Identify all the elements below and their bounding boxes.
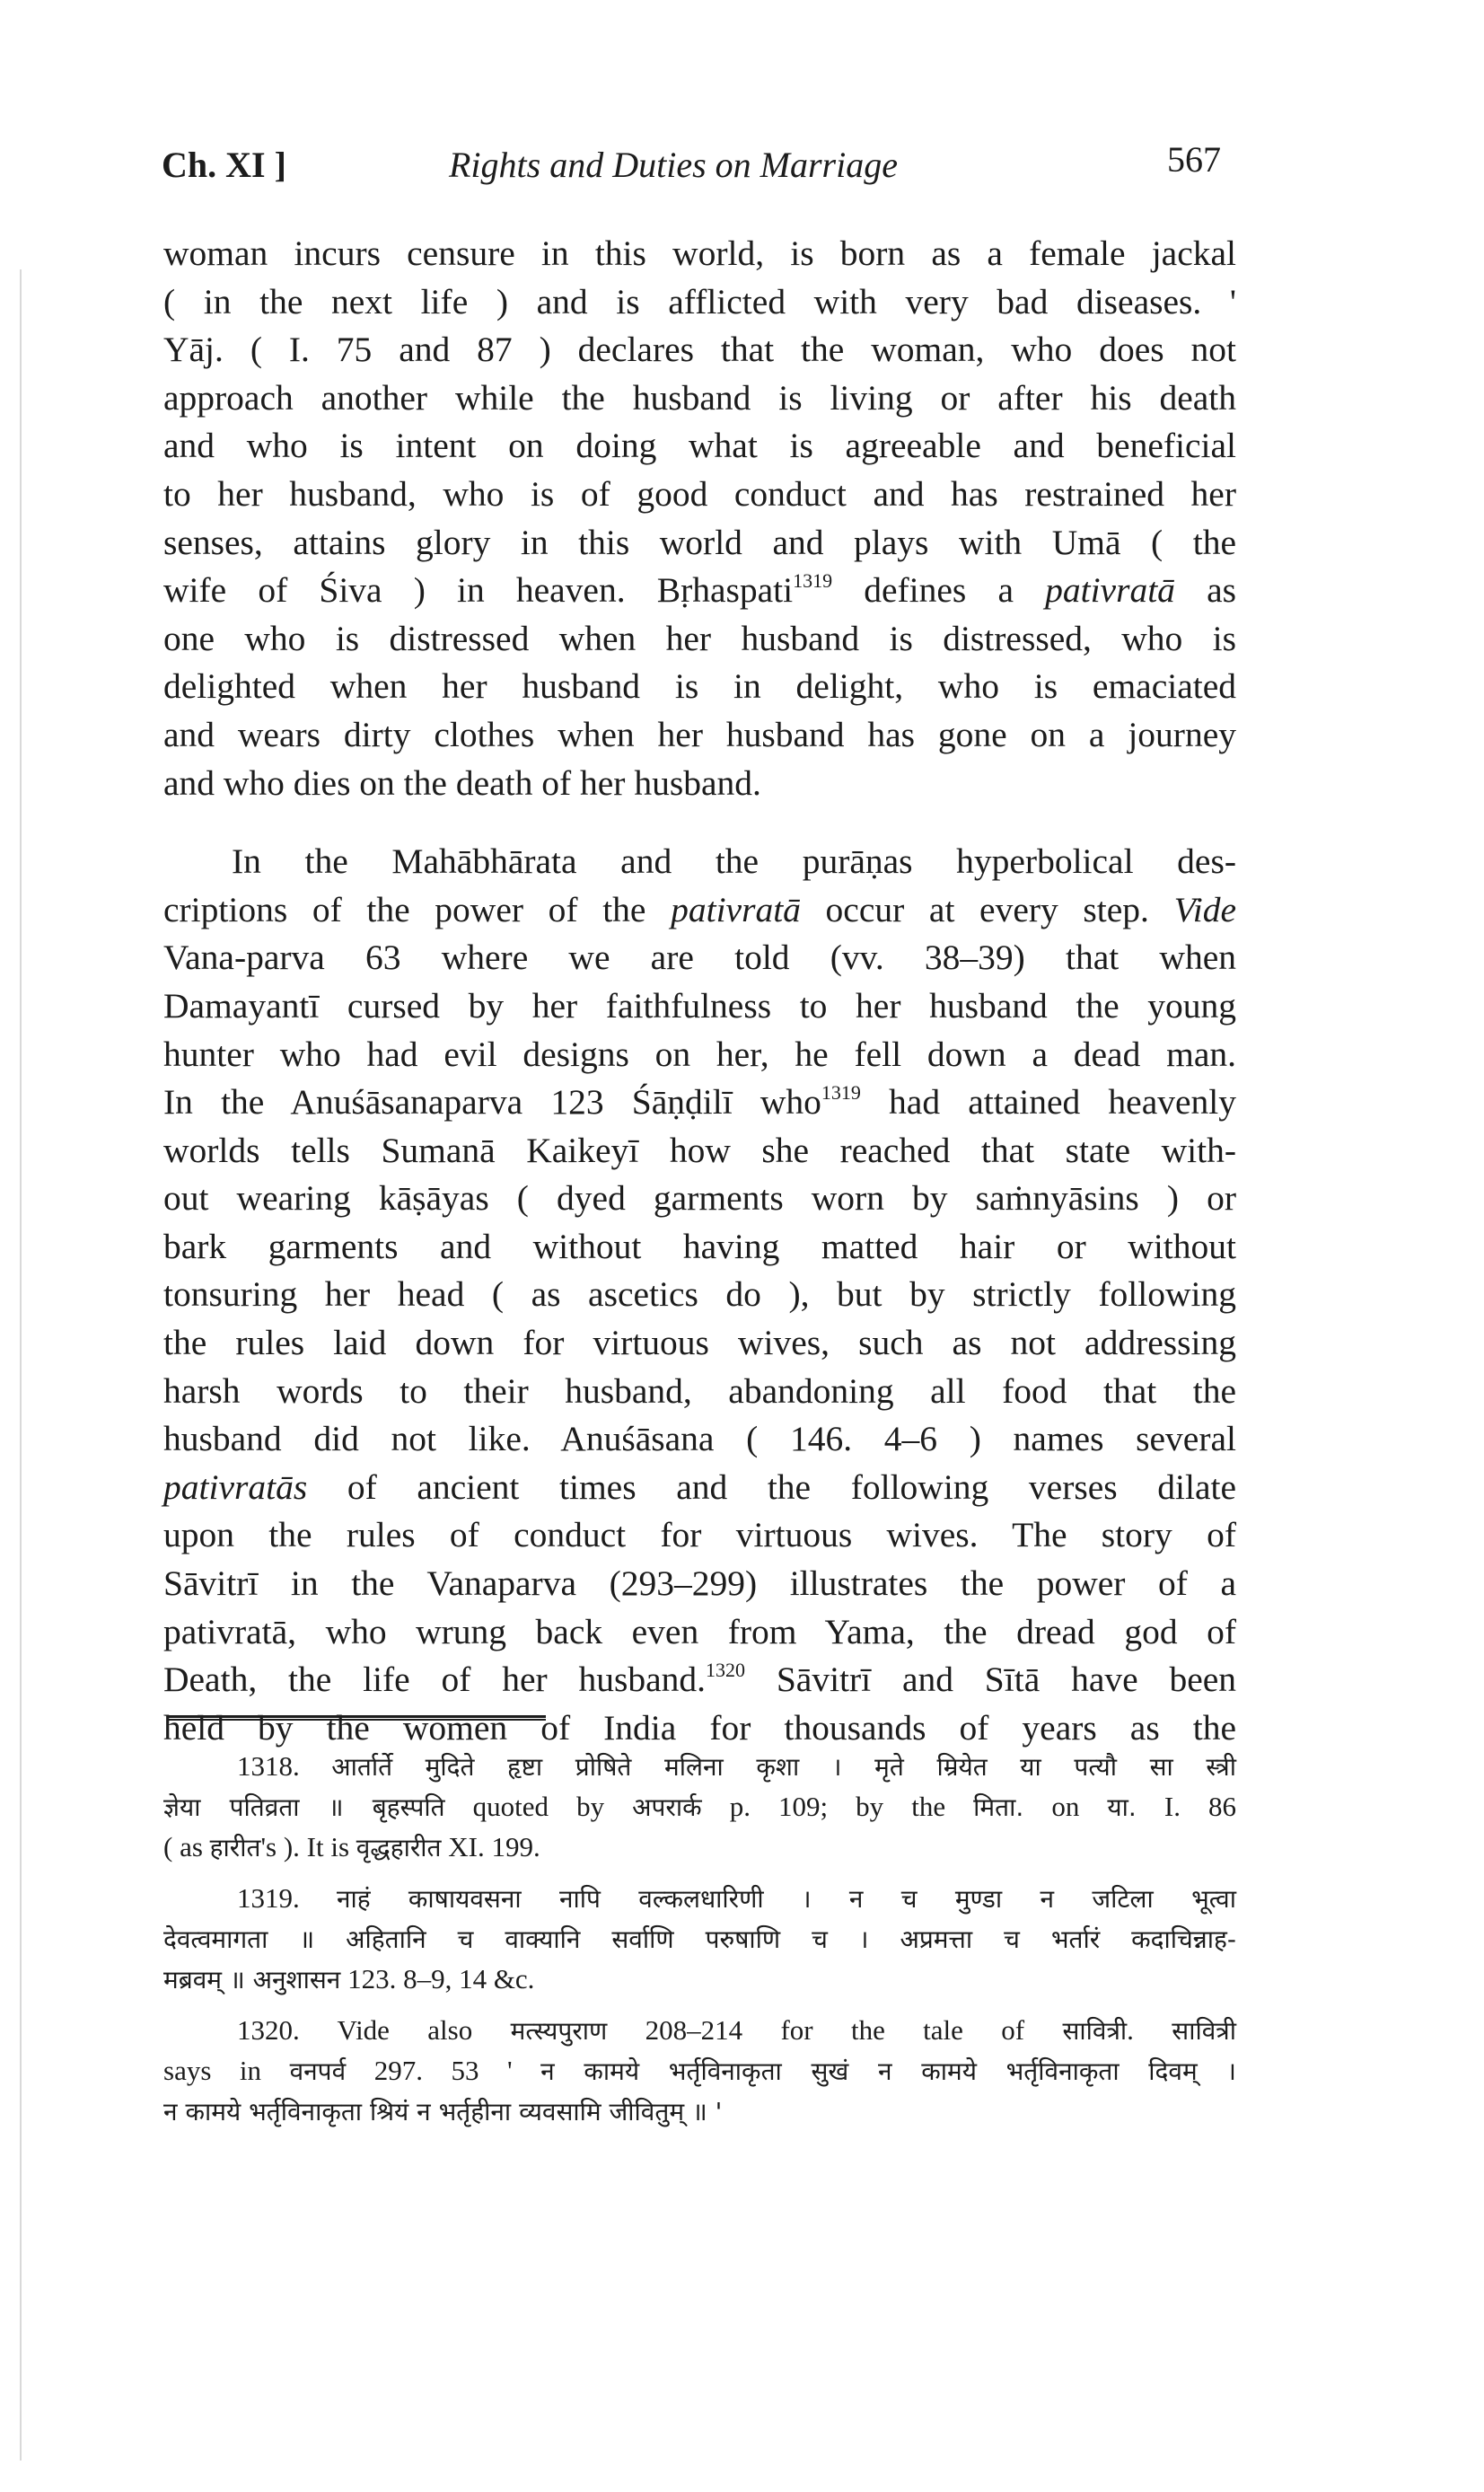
text-line: bark garments and without having matted hair or without bbox=[163, 1226, 1236, 1266]
text-line: one who is distressed when her husband is distressed, who is bbox=[163, 618, 1236, 658]
footnote-line: says in वनपर्व 297. 53 ' न कामये भर्तृविनाकृता सुखं न कामये भर्तृविनाकृता दिवम् । bbox=[163, 2055, 1237, 2086]
text-line: harsh words to their husband, abandoning all food that the bbox=[163, 1370, 1236, 1411]
footnote-ref[interactable]: 1319 bbox=[793, 569, 833, 593]
text-line: In the Anuśāsanaparva 123 Śāṇḍilī who$^{1319}$ had attained heavenly bbox=[163, 1081, 1237, 1123]
text-line: woman incurs censure in this world, is born as a female jackal bbox=[163, 233, 1236, 273]
footnote-number: 1319. bbox=[237, 1882, 300, 1914]
text-line: pativratās of ancient times and the following verses dilate bbox=[163, 1466, 1236, 1507]
text-line: Vana-parva 63 where we are told (vv. 38–39) that when bbox=[163, 938, 1236, 978]
footnote-line: ज्ञेया पतिव्रता ॥ बृहस्पति quoted by अपरार्क p. 109; by the मिता. on या. I. 86 bbox=[163, 1791, 1236, 1822]
footnote-gap bbox=[163, 1867, 1236, 1878]
running-title: Rights and Duties on Marriage bbox=[449, 145, 898, 185]
text-line: and who dies on the death of her husband. bbox=[163, 762, 761, 803]
main-text bbox=[163, 230, 1236, 1752]
text-line: hunter who had evil designs on her, he fell down a dead man. bbox=[163, 1034, 1236, 1074]
text-line: held by the women of India for thousands of years as the bbox=[163, 1707, 1236, 1748]
footnote-rule bbox=[169, 1715, 546, 1721]
paragraph-gap bbox=[163, 807, 1236, 838]
scan-edge-shadow bbox=[20, 269, 22, 2461]
text-line: Sāvitrī in the Vanaparva (293–299) illustrates the power of a bbox=[163, 1563, 1236, 1604]
text-line: upon the rules of conduct for virtuous wives. The story of bbox=[163, 1515, 1236, 1555]
footnote-line: ( as हारीत's ). It is वृद्धहारीत XI. 199. bbox=[163, 1831, 540, 1862]
text-line: senses, attains glory in this world and plays with Umā ( the bbox=[163, 522, 1236, 562]
chapter-label: Ch. XI ] bbox=[162, 145, 286, 185]
footnote-ref[interactable]: 1319 bbox=[821, 1081, 861, 1105]
text-line: ( in the next life ) and is afflicted with very bad diseases. ' bbox=[163, 281, 1236, 321]
text-line: pativratā, who wrung back even from Yama, the dread god of bbox=[163, 1611, 1236, 1651]
text-line: tonsuring her head ( as ascetics do ), but by strictly following bbox=[163, 1274, 1236, 1315]
text-line: husband did not like. Anuśāsana ( 146. 4–6 ) names several bbox=[163, 1419, 1236, 1459]
text-line: criptions of the power of the pativratā occur at every step. Vide bbox=[163, 889, 1237, 929]
footnote-ref[interactable]: 1320 bbox=[706, 1659, 746, 1682]
text-line: the rules laid down for virtuous wives, such as not addressing bbox=[163, 1323, 1236, 1363]
text-line: to her husband, who is of good conduct and has restrained her bbox=[163, 473, 1236, 514]
page-header bbox=[162, 139, 1239, 198]
footnote-line: मब्रवम् ॥ अनुशासन 123. 8–9, 14 &c. bbox=[163, 1963, 535, 1994]
footnotes bbox=[163, 1746, 1236, 2131]
footnote-line: 1318. आर्तार्ते मुदिते हृष्टा प्रोषिते मलिना कृशा । मृते म्रियेत या पत्यौ सा स्त्री bbox=[237, 1750, 1237, 1782]
footnote-line: 1320. Vide also मत्स्यपुराण 208–214 for the tale of सावित्री. सावित्री bbox=[237, 2014, 1236, 2046]
footnote-line: 1319. नाहं काषायवसना नापि वल्कलधारिणी । न च मुण्डा न जटिला भूत्वा bbox=[237, 1882, 1236, 1914]
text-line: and wears dirty clothes when her husband has gone on a journey bbox=[163, 714, 1236, 754]
footnote-line: न कामये भर्तृविनाकृता श्रियं न भर्तृहीना व्यवसामि जीवितुम् ॥ ' bbox=[163, 2097, 723, 2127]
text-line: In the Mahābhārata and the purāṇas hyperbolical des- bbox=[232, 841, 1236, 882]
page-number: 567 bbox=[1167, 139, 1221, 180]
text-line: Damayantī cursed by her faithfulness to her husband the young bbox=[163, 985, 1236, 1026]
footnote-gap bbox=[163, 1999, 1236, 2010]
text-line: and who is intent on doing what is agreeable and beneficial bbox=[163, 426, 1236, 466]
footnote-line: देवत्वमागता ॥ अहितानि च वाक्यानि सर्वाणि परुषाणि च । अप्रमत्ता च भर्तारं कदाचिन्नाह- bbox=[163, 1924, 1236, 1954]
footnote-number: 1318. bbox=[237, 1750, 300, 1782]
text-line: wife of Śiva ) in heaven. Bṛhaspati$^{1319}$ defines a pativratā as bbox=[163, 569, 1236, 611]
text-line: out wearing kāṣāyas ( dyed garments worn by saṁnyāsins ) or bbox=[163, 1178, 1236, 1219]
text-line: Death, the life of her husband.$^{1320}$ Sāvitrī and Sītā have been bbox=[163, 1659, 1237, 1700]
footnote-number: 1320. bbox=[237, 2014, 300, 2046]
text-line: Yāj. ( I. 75 and 87 ) declares that the woman, who does not bbox=[163, 330, 1236, 370]
text-line: approach another while the husband is living or after his death bbox=[163, 377, 1236, 418]
text-line: worlds tells Sumanā Kaikeyī how she reached that state with- bbox=[163, 1130, 1236, 1170]
text-line: delighted when her husband is in delight, who is emaciated bbox=[163, 666, 1236, 707]
